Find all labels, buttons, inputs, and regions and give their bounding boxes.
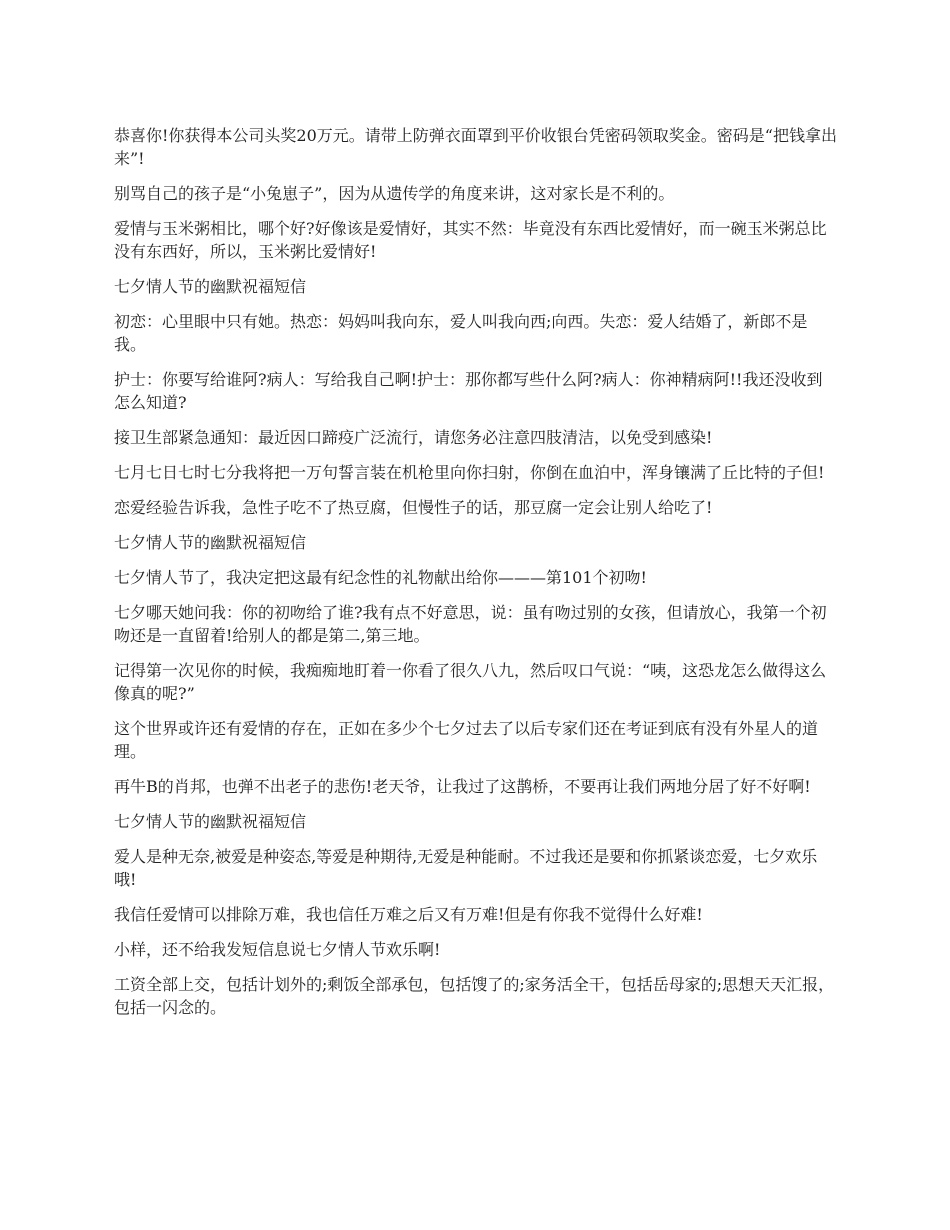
paragraph: 七月七日七时七分我将把一万句誓言装在机枪里向你扫射，你倒在血泊中，浑身镶满了丘比特的子但!	[114, 463, 825, 482]
paragraph: 别骂自己的孩子是“小兔崽子”，因为从遗传学的角度来讲，这对家长是不利的。	[114, 184, 675, 203]
paragraph: 爱情与玉米粥相比，哪个好?好像该是爱情好，其实不然：毕竟没有东西比爱情好，而一碗玉米粥总比没有东西好，所以，玉米粥比爱情好!	[114, 219, 827, 261]
paragraph: 爱人是种无奈,被爱是种姿态,等爱是种期待,无爱是种能耐。不过我还是要和你抓紧谈恋爱，七夕欢乐哦!	[114, 847, 818, 889]
paragraph: 七夕情人节了，我决定把这最有纪念性的礼物献出给你———第101个初吻!	[114, 568, 647, 587]
document-body	[114, 124, 838, 1031]
paragraph: 记得第一次见你的时候，我痴痴地盯着一你看了很久八九，然后叹口气说：“咦，这恐龙怎么做得这么像真的呢?”	[114, 661, 827, 703]
paragraph: 这个世界或许还有爱情的存在，正如在多少个七夕过去了以后专家们还在考证到底有没有外星人的道理。	[114, 719, 819, 761]
paragraph: 七夕哪天她问我：你的初吻给了谁?我有点不好意思，说：虽有吻过别的女孩，但请放心，我第一个初吻还是一直留着!给别人的都是第二,第三地。	[114, 603, 827, 645]
paragraph: 护士：你要写给谁阿?病人：写给我自己啊!护士：那你都写些什么阿?病人：你神精病阿!!我还没收到怎么知道?	[114, 370, 823, 412]
paragraph: 接卫生部紧急通知：最近因口蹄疫广泛流行，请您务必注意四肢清洁，以免受到感染!	[114, 428, 713, 447]
section-heading: 七夕情人节的幽默祝福短信	[114, 812, 307, 831]
section-heading: 七夕情人节的幽默祝福短信	[114, 277, 307, 296]
paragraph: 再牛B的肖邦，也弹不出老子的悲伤!老天爷，让我过了这鹊桥，不要再让我们两地分居了好不好啊!	[114, 777, 811, 796]
paragraph: 恋爱经验告诉我，急性子吃不了热豆腐，但慢性子的话，那豆腐一定会让别人给吃了!	[114, 498, 713, 517]
paragraph: 初恋：心里眼中只有她。热恋：妈妈叫我向东，爱人叫我向西;向西。失恋：爱人结婚了，新郎不是我。	[114, 312, 808, 354]
paragraph: 小样，还不给我发短信息说七夕情人节欢乐啊!	[114, 940, 441, 959]
paragraph: 我信任爱情可以排除万难，我也信任万难之后又有万难!但是有你我不觉得什么好难!	[114, 905, 703, 924]
paragraph: 恭喜你!你获得本公司头奖20万元。请带上防弹衣面罩到平价收银台凭密码领取奖金。密码是“把钱拿出来”!	[114, 126, 837, 168]
paragraph: 工资全部上交，包括计划外的;剩饭全部承包，包括馊了的;家务活全干，包括岳母家的;思想天天汇报，包括一闪念的。	[114, 975, 835, 1017]
section-heading: 七夕情人节的幽默祝福短信	[114, 533, 307, 552]
